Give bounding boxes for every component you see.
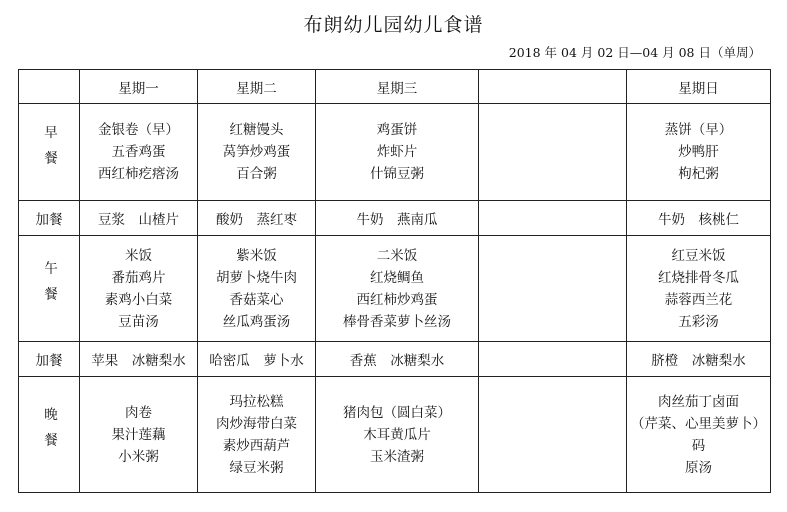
meal-label-lunch: 午餐 <box>19 236 80 342</box>
snack-cell <box>479 342 627 377</box>
meal-label-snack1: 加餐 <box>19 201 80 236</box>
dish-item: 紫米饭 <box>236 247 277 264</box>
dish-item: 原汤 <box>685 459 712 476</box>
dish-item: 素炒西葫芦 <box>222 437 291 454</box>
menu-cell <box>479 236 627 342</box>
dish-item: 蒜蓉西兰花 <box>664 291 733 308</box>
dish-item: 肉卷 <box>125 404 152 421</box>
dish-item: 西红柿炒鸡蛋 <box>356 291 438 308</box>
dish-item: （芹菜、心里美萝卜） <box>631 415 766 432</box>
dish-item: 棒骨香菜萝卜丝汤 <box>343 313 451 330</box>
day-header: 星期二 <box>198 70 316 104</box>
dish-item: 肉丝茄丁卤面 <box>658 393 739 410</box>
day-header <box>479 70 627 104</box>
snack-cell <box>479 201 627 236</box>
dish-item: 枸杞粥 <box>678 166 719 182</box>
menu-cell <box>627 236 771 342</box>
menu-cell <box>198 104 316 201</box>
snack-cell: 脐橙 冰糖梨水 <box>627 342 771 377</box>
dish-item: 蒸饼（早） <box>664 122 733 138</box>
dish-item: 百合粥 <box>236 166 277 182</box>
corner-cell <box>19 70 80 104</box>
dish-item: 豆苗汤 <box>118 313 159 330</box>
menu-cell <box>316 104 479 201</box>
dish-item: 米饭 <box>125 247 152 264</box>
dish-item: 西红柿疙瘩汤 <box>98 166 179 182</box>
menu-cell <box>316 377 479 493</box>
date-range: 2018 年 04 月 02 日—04 月 08 日（单周） <box>508 45 761 60</box>
menu-cell <box>80 377 198 493</box>
snack1-row <box>19 201 771 236</box>
menu-cell <box>479 104 627 201</box>
page-title: 布朗幼儿园幼儿食谱 <box>303 14 484 36</box>
snack-cell: 酸奶 蒸红枣 <box>198 201 316 236</box>
dish-item: 码 <box>691 437 706 454</box>
snack-cell: 牛奶 核桃仁 <box>627 201 771 236</box>
dish-item: 红豆米饭 <box>671 247 726 264</box>
menu-cell <box>198 236 316 342</box>
dish-item: 炸虾片 <box>376 144 418 160</box>
dinner-row <box>19 377 771 493</box>
dish-item: 什锦豆粥 <box>370 166 424 182</box>
day-header: 星期日 <box>627 70 771 104</box>
dish-item: 木耳黄瓜片 <box>363 426 431 443</box>
snack2-row <box>19 342 771 377</box>
menu-table <box>18 69 771 493</box>
dish-item: 玉米渣粥 <box>370 448 424 465</box>
menu-cell <box>627 377 771 493</box>
dish-item: 胡萝卜烧牛肉 <box>216 269 297 286</box>
dish-item: 素鸡小白菜 <box>104 291 173 308</box>
dish-item: 猪肉包（圆白菜） <box>343 404 451 421</box>
dish-item: 丝瓜鸡蛋汤 <box>222 313 291 330</box>
menu-cell <box>316 236 479 342</box>
dish-item: 果汁莲藕 <box>111 426 166 443</box>
day-header: 星期一 <box>80 70 198 104</box>
dish-item: 红烧鲷鱼 <box>370 269 424 286</box>
snack-cell: 哈密瓜 萝卜水 <box>198 342 316 377</box>
meal-label-breakfast: 早餐 <box>19 104 80 201</box>
dish-item: 玛拉松糕 <box>229 393 284 410</box>
snack-cell: 苹果 冰糖梨水 <box>80 342 198 377</box>
menu-cell <box>627 104 771 201</box>
dish-item: 番茄鸡片 <box>111 269 166 286</box>
menu-cell <box>479 377 627 493</box>
dish-item: 炒鸭肝 <box>678 144 719 160</box>
dish-item: 绿豆米粥 <box>229 459 284 476</box>
menu-cell <box>198 377 316 493</box>
dish-item: 香菇菜心 <box>229 291 284 308</box>
menu-cell <box>80 104 198 201</box>
dish-item: 金银卷（早） <box>98 122 179 138</box>
snack-cell: 香蕉 冰糖梨水 <box>316 342 479 377</box>
day-header: 星期三 <box>316 70 479 104</box>
lunch-row <box>19 236 771 342</box>
dish-item: 二米饭 <box>376 247 418 264</box>
dish-item: 红糖馒头 <box>229 122 284 138</box>
meal-label-snack2: 加餐 <box>19 342 80 377</box>
dish-item: 五香鸡蛋 <box>111 144 166 160</box>
dish-item: 莴笋炒鸡蛋 <box>222 144 291 160</box>
snack-cell: 豆浆 山楂片 <box>80 201 198 236</box>
dish-item: 鸡蛋饼 <box>376 122 418 138</box>
dish-item: 肉炒海带白菜 <box>216 415 297 432</box>
menu-cell <box>80 236 198 342</box>
dish-item: 五彩汤 <box>678 313 719 330</box>
meal-label-dinner: 晚餐 <box>19 377 80 493</box>
header-row <box>19 70 771 104</box>
breakfast-row <box>19 104 771 201</box>
dish-item: 红烧排骨冬瓜 <box>658 269 739 286</box>
dish-item: 小米粥 <box>118 448 159 465</box>
snack-cell: 牛奶 燕南瓜 <box>316 201 479 236</box>
